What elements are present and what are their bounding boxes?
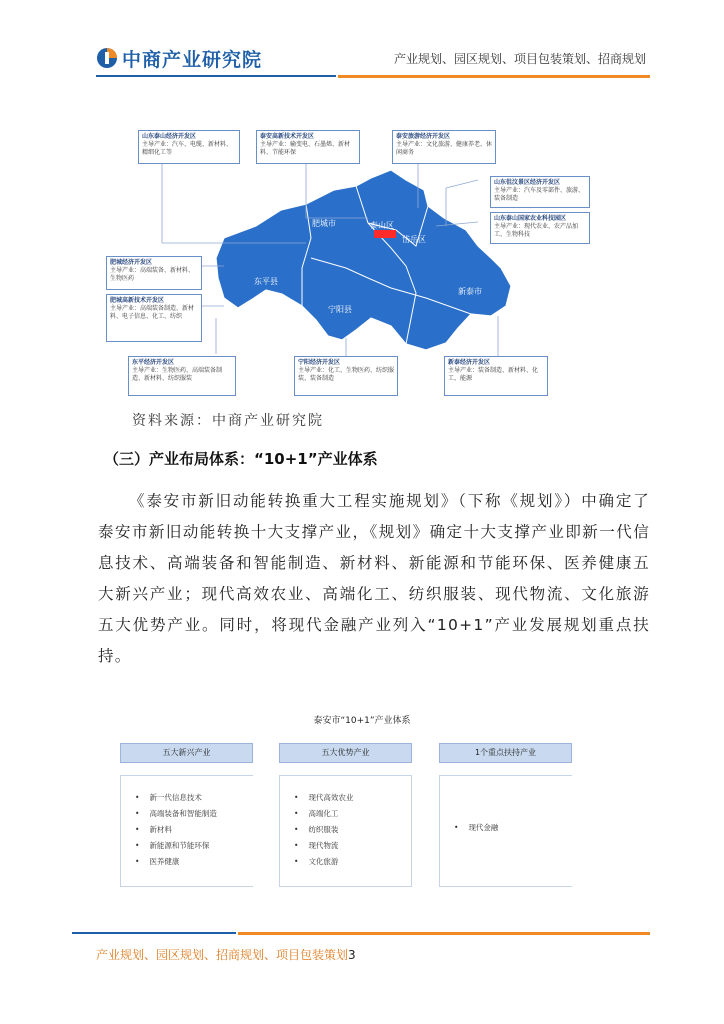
diagram-column-key-support bbox=[439, 743, 572, 887]
callout-agri-tech-park: 山东泰山国家农业科技园区 主导产业：现代农业、农产品加工、生物科技 bbox=[490, 212, 590, 244]
city-label: 肥城市 bbox=[312, 219, 336, 228]
city-center-marker bbox=[374, 230, 396, 238]
callout-hitech-zone: 泰安高新技术开发区 主导产业：输变电、石墨烯、新材料、节能环保 bbox=[256, 130, 360, 164]
header-divider bbox=[96, 75, 336, 77]
column-header: 五大优势产业 bbox=[279, 743, 412, 763]
list-item: • 新一代信息技术 bbox=[135, 790, 253, 806]
city-label: 宁阳县 bbox=[328, 305, 352, 314]
footer-divider bbox=[72, 932, 236, 934]
column-body bbox=[279, 775, 412, 887]
logo bbox=[96, 44, 262, 72]
list-item: • 新材料 bbox=[135, 822, 253, 838]
page-number: 3 bbox=[348, 948, 356, 962]
city-label: 岱岳区 bbox=[402, 235, 426, 244]
footer bbox=[96, 946, 356, 963]
list-item: • 现代金融 bbox=[454, 820, 572, 836]
list-item: • 高端装备和智能制造 bbox=[135, 806, 253, 822]
column-body bbox=[120, 775, 253, 887]
list-item: • 新能源和节能环保 bbox=[135, 838, 253, 854]
header-divider-accent bbox=[338, 75, 650, 78]
diagram-column-advantage bbox=[279, 743, 412, 887]
column-header: 五大新兴产业 bbox=[120, 743, 253, 763]
callout-cuwen-zone: 山东徂汶景区经济开发区 主导产业：汽车及零部件、旅游、装备制造 bbox=[490, 176, 590, 208]
column-body bbox=[439, 775, 572, 887]
list-item: • 纺织服装 bbox=[294, 822, 411, 838]
footer-slogan: 产业规划、园区规划、招商规划、项目包装策划 bbox=[96, 948, 349, 962]
list-item: • 现代物流 bbox=[294, 838, 411, 854]
callout-feicheng-econ-zone: 肥城经济开发区 主导产业：高端装备、新材料、生物医药 bbox=[106, 256, 202, 290]
footer-divider-accent bbox=[238, 932, 650, 935]
section-title: （三）产业布局体系：“10+1”产业体系 bbox=[104, 450, 378, 468]
list-item: • 文化旅游 bbox=[294, 854, 411, 870]
body-paragraph: 《泰安市新旧动能转换重大工程实施规划》（下称《规划》）中确定了泰安市新旧动能转换十大支撑产业，《规划》确定十大支撑产业即新一代信息技术、高端装备和智能制造、新材料、新能源和节能环保、医养健康五大新兴产业；现代高效农业、高端化工、纺织服装、现代物流、文化旅游五大优势产业。同时，将现代金融产业列入“10+1”产业发展规划重点扶持。 bbox=[98, 492, 650, 665]
park-distribution-map bbox=[106, 118, 626, 402]
map-region-outline bbox=[216, 170, 511, 350]
callout-xintai-zone: 新泰经济开发区 主导产业：装备制造、新材料、化工、能源 bbox=[444, 356, 548, 396]
diagram-title: 泰安市“10+1”产业体系 bbox=[313, 716, 411, 726]
city-label: 泰山区 bbox=[370, 221, 394, 230]
list-item: • 高端化工 bbox=[294, 806, 411, 822]
column-header: 1个重点扶持产业 bbox=[439, 743, 572, 763]
callout-tourism-zone: 泰安旅游经济开发区 主导产业：文化旅游、健康养老、休闲商务 bbox=[392, 130, 496, 164]
callout-taishan-econ-zone: 山东泰山经济开发区 主导产业：汽车、电缆、新材料、精细化工等 bbox=[138, 130, 240, 164]
city-label: 新泰市 bbox=[458, 287, 482, 296]
logo-icon bbox=[96, 47, 118, 69]
list-item: • 医养健康 bbox=[135, 854, 253, 870]
list-item: • 现代高效农业 bbox=[294, 790, 411, 806]
callout-feicheng-hitech-zone: 肥城高新技术开发区 主导产业：高端装备制造、新材料、电子信息、化工、纺织 bbox=[106, 294, 202, 342]
callout-ningyang-zone: 宁阳经济开发区 主导产业：化工、生物医药、纺织服装、装备制造 bbox=[294, 356, 398, 396]
diagram-column-emerging bbox=[120, 743, 253, 887]
figure-source: 资料来源：中商产业研究院 bbox=[132, 413, 324, 429]
city-label: 东平县 bbox=[254, 277, 278, 286]
callout-dongping-zone: 东平经济开发区 主导产业：生物医药、高端装备制造、新材料、纺织服装 bbox=[128, 356, 236, 396]
header-slogan: 产业规划、园区规划、项目包装策划、招商规划 bbox=[393, 52, 646, 66]
logo-text: 中商产业研究院 bbox=[122, 48, 263, 71]
